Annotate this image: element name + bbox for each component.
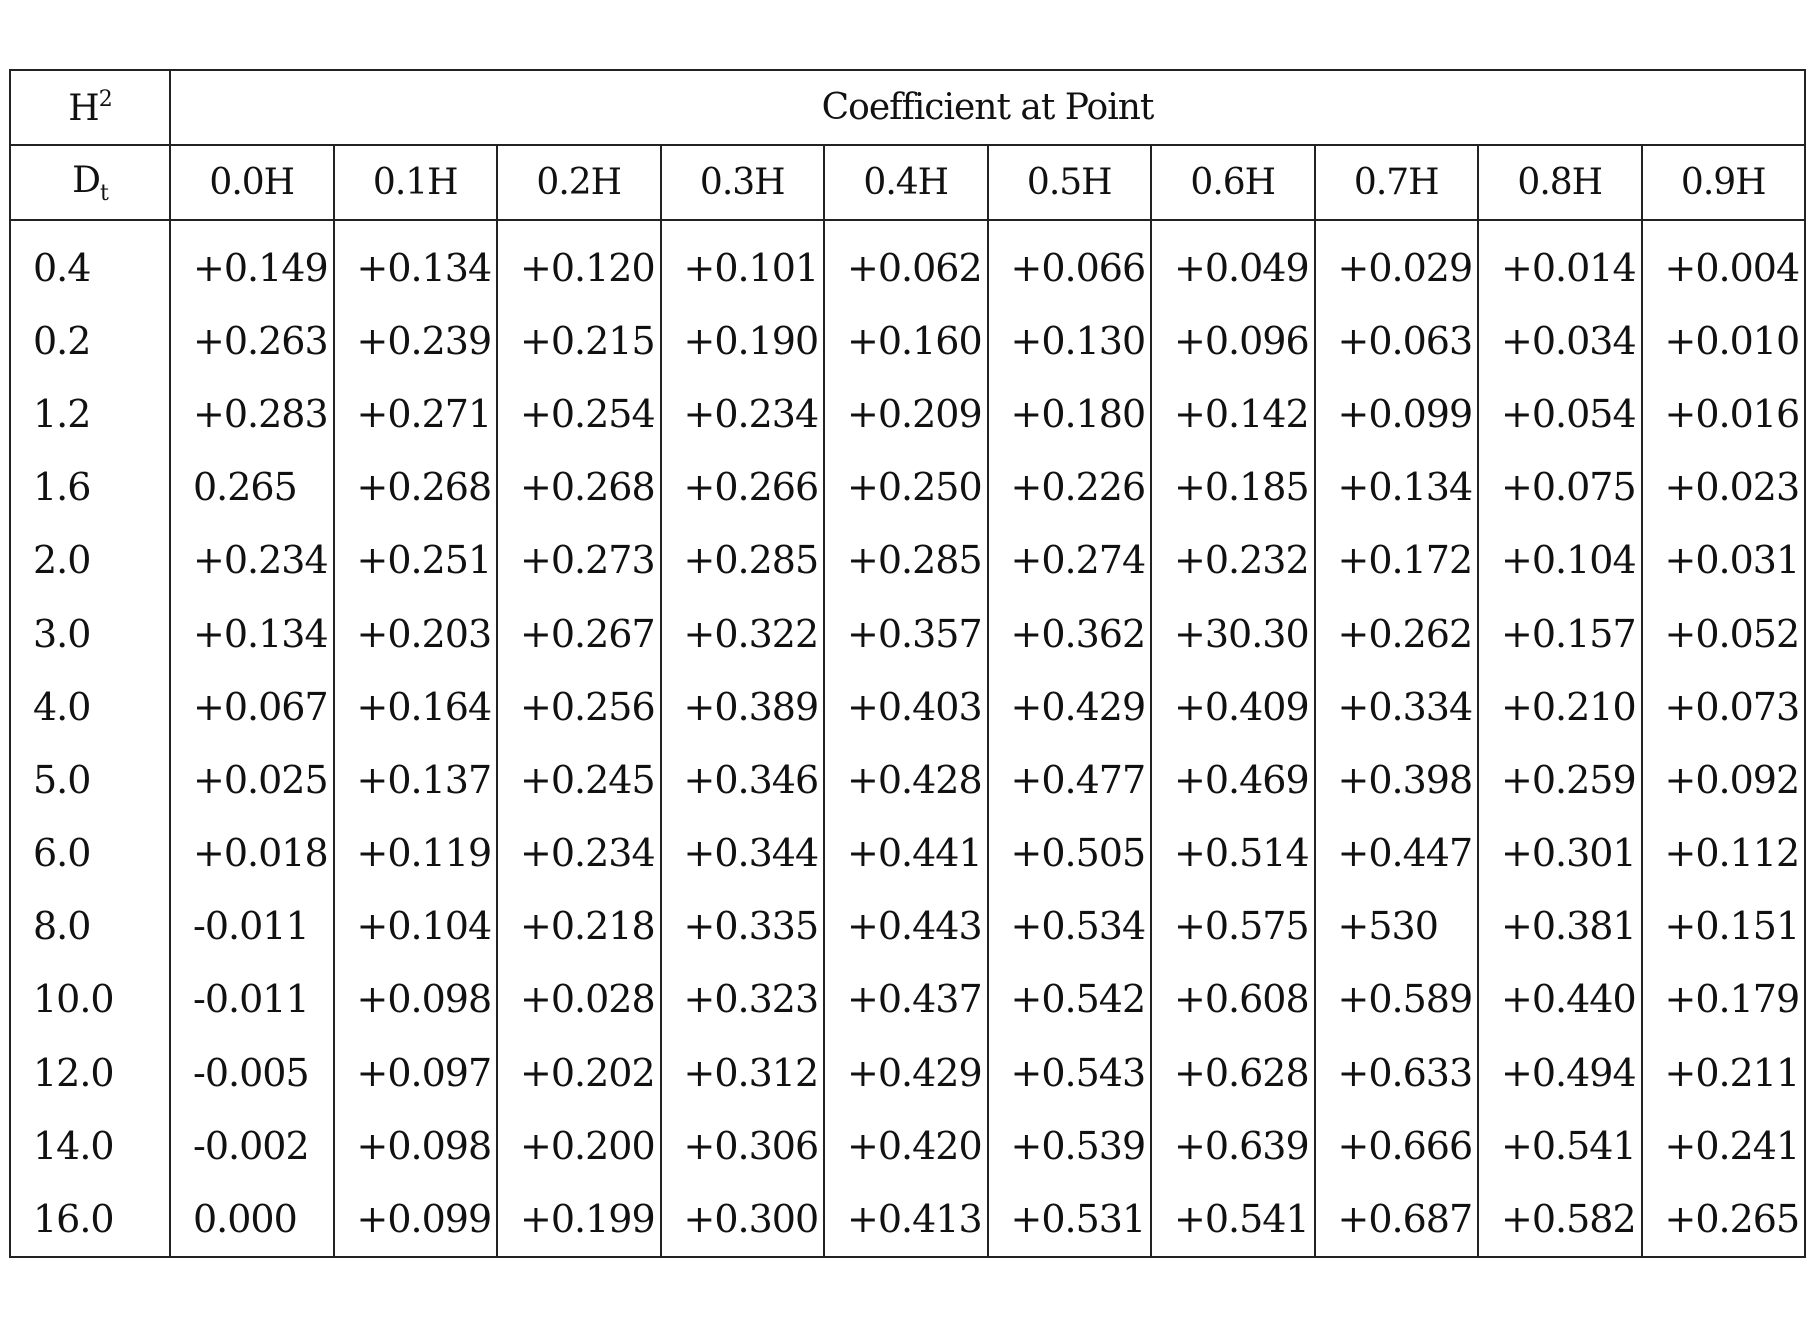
coefficient-cell: +0.063 [1315, 304, 1479, 377]
coefficient-cell: +0.666 [1315, 1109, 1479, 1182]
coefficient-cell: +0.190 [661, 304, 825, 377]
coefficient-cell: +0.268 [497, 451, 661, 524]
coefficient-cell: +0.031 [1642, 524, 1806, 597]
row-label: 12.0 [10, 1036, 170, 1109]
column-header: 0.9H [1642, 145, 1806, 220]
row-label: 1.6 [10, 451, 170, 524]
coefficient-cell: +0.142 [1151, 377, 1315, 450]
coefficient-cell: +0.575 [1151, 890, 1315, 963]
coefficient-cell: +0.531 [988, 1182, 1152, 1256]
coefficient-cell: +0.096 [1151, 304, 1315, 377]
coefficient-cell: +0.541 [1478, 1109, 1642, 1182]
coefficient-cell: -0.005 [170, 1036, 334, 1109]
row-label: 2.0 [10, 524, 170, 597]
coefficient-cell: +0.285 [661, 524, 825, 597]
coefficient-cell: +0.226 [988, 451, 1152, 524]
coefficient-cell: +0.477 [988, 743, 1152, 816]
coefficient-cell: -0.002 [170, 1109, 334, 1182]
coefficient-cell: +0.067 [170, 670, 334, 743]
table-row [10, 670, 1805, 743]
coefficient-cell: 0.000 [170, 1182, 334, 1256]
coefficient-cell: +0.052 [1642, 597, 1806, 670]
coefficient-cell: +0.440 [1478, 963, 1642, 1036]
coefficient-cell: +0.200 [497, 1109, 661, 1182]
table-row [10, 597, 1805, 670]
coefficient-cell: +0.534 [988, 890, 1152, 963]
row-label: 3.0 [10, 597, 170, 670]
row-label: 6.0 [10, 817, 170, 890]
coefficient-cell: +0.151 [1642, 890, 1806, 963]
coefficient-cell: +0.101 [661, 220, 825, 304]
coefficient-cell: +0.413 [824, 1182, 988, 1256]
coefficient-cell: +0.254 [497, 377, 661, 450]
coefficient-cell: +0.381 [1478, 890, 1642, 963]
row-label: 16.0 [10, 1182, 170, 1256]
table-row [10, 524, 1805, 597]
table-body [10, 220, 1805, 1257]
coefficient-cell: +0.149 [170, 220, 334, 304]
coefficient-cell: +0.266 [661, 451, 825, 524]
coefficient-cell: +0.541 [1151, 1182, 1315, 1256]
coefficient-cell: +0.306 [661, 1109, 825, 1182]
coefficient-cell: +0.099 [334, 1182, 498, 1256]
coefficient-cell: +0.134 [334, 220, 498, 304]
coefficient-cell: +0.300 [661, 1182, 825, 1256]
coefficient-cell: +0.202 [497, 1036, 661, 1109]
coefficient-cell: -0.011 [170, 890, 334, 963]
coefficient-cell: +0.245 [497, 743, 661, 816]
table-row [10, 963, 1805, 1036]
coefficient-cell: +530 [1315, 890, 1479, 963]
coefficient-cell: +0.265 [1642, 1182, 1806, 1256]
coefficient-cell: +0.099 [1315, 377, 1479, 450]
coefficient-cell: +0.322 [661, 597, 825, 670]
table-row [10, 1036, 1805, 1109]
coefficient-cell: +0.157 [1478, 597, 1642, 670]
coefficient-cell: +0.267 [497, 597, 661, 670]
row-label: 10.0 [10, 963, 170, 1036]
coefficient-cell: +0.589 [1315, 963, 1479, 1036]
coefficient-cell: +0.256 [497, 670, 661, 743]
coefficient-cell: +0.025 [170, 743, 334, 816]
row-label: 4.0 [10, 670, 170, 743]
coefficient-cell: +0.273 [497, 524, 661, 597]
coefficient-cell: +0.179 [1642, 963, 1806, 1036]
coefficient-cell: +0.164 [334, 670, 498, 743]
coefficient-cell: +0.437 [824, 963, 988, 1036]
coefficient-cell: +0.180 [988, 377, 1152, 450]
coefficient-cell: +0.639 [1151, 1109, 1315, 1182]
coefficient-cell: +0.543 [988, 1036, 1152, 1109]
coefficient-cell: +0.251 [334, 524, 498, 597]
coefficient-cell: +0.403 [824, 670, 988, 743]
coefficient-table [9, 69, 1806, 1258]
coefficient-cell: +0.301 [1478, 817, 1642, 890]
coefficient-cell: +0.010 [1642, 304, 1806, 377]
coefficient-cell: +0.469 [1151, 743, 1315, 816]
row-label: 5.0 [10, 743, 170, 816]
coefficient-cell: +0.062 [824, 220, 988, 304]
coefficient-cell: +0.262 [1315, 597, 1479, 670]
row-label: 0.4 [10, 220, 170, 304]
coefficient-cell: +0.241 [1642, 1109, 1806, 1182]
coefficient-cell: +0.344 [661, 817, 825, 890]
coefficient-cell: +0.443 [824, 890, 988, 963]
column-header: 0.2H [497, 145, 661, 220]
coefficient-cell: +0.409 [1151, 670, 1315, 743]
coefficient-cell: +0.210 [1478, 670, 1642, 743]
coefficient-cell: +0.283 [170, 377, 334, 450]
coefficient-cell: 0.265 [170, 451, 334, 524]
coefficient-cell: +0.346 [661, 743, 825, 816]
coefficient-cell: +0.137 [334, 743, 498, 816]
coefficient-cell: +0.357 [824, 597, 988, 670]
coefficient-cell: +0.172 [1315, 524, 1479, 597]
coefficient-cell: +0.185 [1151, 451, 1315, 524]
coefficient-cell: +0.633 [1315, 1036, 1479, 1109]
coefficient-cell: +0.209 [824, 377, 988, 450]
row-label: 1.2 [10, 377, 170, 450]
coefficient-cell: +0.016 [1642, 377, 1806, 450]
row-label: 8.0 [10, 890, 170, 963]
column-header: 0.3H [661, 145, 825, 220]
coefficient-cell: -0.011 [170, 963, 334, 1036]
coefficient-cell: +0.097 [334, 1036, 498, 1109]
coefficient-cell: +0.023 [1642, 451, 1806, 524]
coefficient-cell: +0.628 [1151, 1036, 1315, 1109]
coefficient-cell: +0.218 [497, 890, 661, 963]
column-header: 0.0H [170, 145, 334, 220]
corner-top-label [10, 70, 170, 145]
coefficient-cell: +0.429 [988, 670, 1152, 743]
coefficient-cell: +0.494 [1478, 1036, 1642, 1109]
table-row [10, 817, 1805, 890]
column-header: 0.6H [1151, 145, 1315, 220]
table-header [10, 70, 1805, 220]
group-header: Coefficient at Point [170, 70, 1805, 145]
coefficient-cell: +0.608 [1151, 963, 1315, 1036]
table-row [10, 890, 1805, 963]
table-row [10, 220, 1805, 304]
coefficient-cell: +0.539 [988, 1109, 1152, 1182]
coefficient-cell: +0.389 [661, 670, 825, 743]
coefficient-cell: +0.234 [497, 817, 661, 890]
coefficient-cell: +0.066 [988, 220, 1152, 304]
coefficient-cell: +0.199 [497, 1182, 661, 1256]
coefficient-cell: +0.215 [497, 304, 661, 377]
coefficient-cell: +0.323 [661, 963, 825, 1036]
coefficient-cell: +0.034 [1478, 304, 1642, 377]
coefficient-cell: +0.263 [170, 304, 334, 377]
coefficient-cell: +0.334 [1315, 670, 1479, 743]
coefficient-cell: +0.130 [988, 304, 1152, 377]
coefficient-cell: +0.274 [988, 524, 1152, 597]
column-header: 0.4H [824, 145, 988, 220]
table-row [10, 1182, 1805, 1256]
coefficient-cell: +0.268 [334, 451, 498, 524]
coefficient-cell: +0.232 [1151, 524, 1315, 597]
coefficient-cell: +0.029 [1315, 220, 1479, 304]
corner-top-base: H [68, 87, 99, 129]
coefficient-cell: +0.398 [1315, 743, 1479, 816]
column-header: 0.8H [1478, 145, 1642, 220]
coefficient-cell: +0.112 [1642, 817, 1806, 890]
coefficient-cell: +0.054 [1478, 377, 1642, 450]
coefficient-cell: +0.098 [334, 1109, 498, 1182]
coefficient-cell: +0.119 [334, 817, 498, 890]
coefficient-cell: +0.018 [170, 817, 334, 890]
coefficient-cell: +0.428 [824, 743, 988, 816]
corner-bottom-subscript: t [100, 180, 108, 206]
column-header: 0.7H [1315, 145, 1479, 220]
coefficient-cell: +0.073 [1642, 670, 1806, 743]
header-row-columns [10, 145, 1805, 220]
table-row [10, 743, 1805, 816]
coefficient-cell: +0.092 [1642, 743, 1806, 816]
column-header: 0.1H [334, 145, 498, 220]
coefficient-cell: +0.285 [824, 524, 988, 597]
coefficient-cell: +30.30 [1151, 597, 1315, 670]
coefficient-cell: +0.104 [1478, 524, 1642, 597]
column-header: 0.5H [988, 145, 1152, 220]
table-row [10, 1109, 1805, 1182]
coefficient-cell: +0.582 [1478, 1182, 1642, 1256]
coefficient-cell: +0.687 [1315, 1182, 1479, 1256]
table-row [10, 377, 1805, 450]
coefficient-cell: +0.098 [334, 963, 498, 1036]
coefficient-cell: +0.104 [334, 890, 498, 963]
row-label: 14.0 [10, 1109, 170, 1182]
coefficient-cell: +0.429 [824, 1036, 988, 1109]
corner-top-superscript: 2 [98, 86, 112, 112]
corner-bottom-label [10, 145, 170, 220]
coefficient-cell: +0.239 [334, 304, 498, 377]
coefficient-cell: +0.335 [661, 890, 825, 963]
coefficient-cell: +0.211 [1642, 1036, 1806, 1109]
table-row [10, 304, 1805, 377]
coefficient-cell: +0.447 [1315, 817, 1479, 890]
coefficient-cell: +0.514 [1151, 817, 1315, 890]
coefficient-cell: +0.028 [497, 963, 661, 1036]
coefficient-cell: +0.441 [824, 817, 988, 890]
coefficient-cell: +0.505 [988, 817, 1152, 890]
coefficient-cell: +0.160 [824, 304, 988, 377]
coefficient-cell: +0.259 [1478, 743, 1642, 816]
coefficient-cell: +0.420 [824, 1109, 988, 1182]
coefficient-cell: +0.004 [1642, 220, 1806, 304]
coefficient-cell: +0.075 [1478, 451, 1642, 524]
coefficient-cell: +0.234 [661, 377, 825, 450]
coefficient-cell: +0.049 [1151, 220, 1315, 304]
coefficient-cell: +0.234 [170, 524, 334, 597]
coefficient-cell: +0.271 [334, 377, 498, 450]
coefficient-cell: +0.250 [824, 451, 988, 524]
corner-bottom-base: D [72, 159, 101, 201]
table-row [10, 451, 1805, 524]
coefficient-cell: +0.120 [497, 220, 661, 304]
coefficient-cell: +0.542 [988, 963, 1152, 1036]
coefficient-cell: +0.014 [1478, 220, 1642, 304]
row-label: 0.2 [10, 304, 170, 377]
header-row-top [10, 70, 1805, 145]
coefficient-cell: +0.312 [661, 1036, 825, 1109]
coefficient-cell: +0.362 [988, 597, 1152, 670]
coefficient-cell: +0.203 [334, 597, 498, 670]
coefficient-cell: +0.134 [1315, 451, 1479, 524]
coefficient-cell: +0.134 [170, 597, 334, 670]
